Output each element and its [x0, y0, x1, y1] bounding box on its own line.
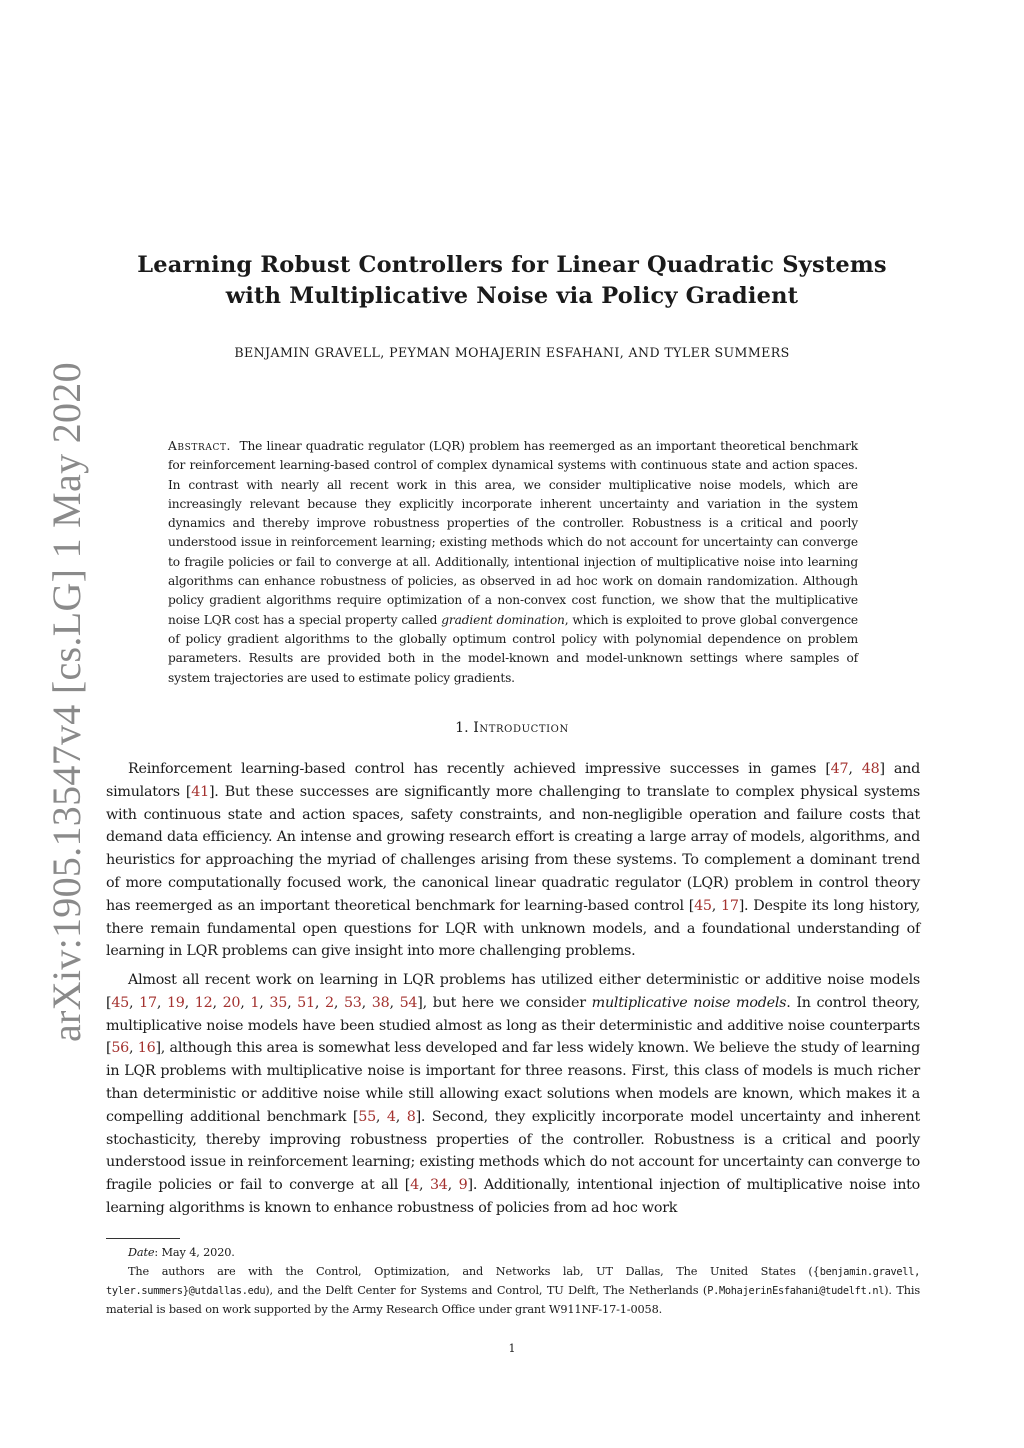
- citation-link[interactable]: 20: [222, 994, 241, 1011]
- para1-text: ,: [848, 761, 862, 777]
- para1-text: ]. But these successes are significantly more challenging to translate to complex physical systems with continuous state and action spaces, safety constraints, and non-negligible operation and failure costs that demand data efficiency. An intense and growing research effort is creating a large array of models, algorithms, and heuristics for approaching the myriad of challenges arising from these systems. To complement a dominant trend of more computationally focused work, the canonical linear quadratic regulator (LQR) problem in control theory has reemerged as an important theoretical benchmark for learning-based control [: [106, 783, 920, 914]
- section-number: 1.: [455, 720, 469, 736]
- citation-link[interactable]: 12: [194, 994, 213, 1011]
- citation-link[interactable]: 55: [358, 1108, 376, 1125]
- citation-link[interactable]: 45: [111, 994, 130, 1011]
- paper-title-line-2: with Multiplicative Noise via Policy Gradient: [225, 283, 799, 309]
- para2-text: Almost all recent work on learning in LQR problems has utilized either deterministic or additive noise models [: [106, 972, 920, 1011]
- citation-link[interactable]: 17: [139, 994, 157, 1011]
- citation-link[interactable]: 4: [386, 1108, 396, 1125]
- citation-link[interactable]: 17: [721, 897, 739, 914]
- para2-text: ]. Second, they explicitly incorporate model uncertainty and inherent stochasticity, thereby improving robustness properties of the controller. Robustness is a critical and poorly understood issue in reinforcement learning; existing methods which do not account for uncertainty can converge to fragile policies or fail to converge at all [: [106, 1108, 921, 1194]
- citation-link[interactable]: 48: [861, 761, 880, 777]
- affiliation-text: ). This material is based on work supported by the Army Research Office under grant W911NF-17-1-0058.: [106, 1283, 920, 1316]
- abstract-label: Abstract.: [168, 439, 232, 453]
- citation-list: 45, 17, 19, 12, 20, 1, 35, 51, 2, 53, 38, 54: [111, 994, 418, 1011]
- para2-text: . In control theory, multiplicative noise models have been studied almost as long as their deterministic and additive noise counterparts [: [106, 994, 920, 1057]
- citation-link[interactable]: 35: [269, 994, 288, 1011]
- abstract-text-2: , which is exploited to prove global convergence of policy gradient algorithms to the globally optimum control policy with polynomial dependence on problem parameters. Results are provided both in the model-known and model-unknown settings where samples of system trajectories are used to estimate policy gradients.: [168, 612, 858, 685]
- page-number: 1: [508, 1342, 516, 1355]
- email-address[interactable]: tyler.summers: [106, 1284, 183, 1297]
- citation-link[interactable]: 38: [371, 994, 390, 1011]
- para2-text: ], although this area is somewhat less developed and far less widely known. We believe the study of learning in LQR problems with multiplicative noise is important for three reasons. First, this class of models is much richer than deterministic or additive noise while still allowing exact solutions when models are known, which makes it a compelling additional benchmark [: [106, 1040, 920, 1125]
- para1-text: ,: [711, 897, 722, 914]
- para2-text: ]. Additionally, intentional injection of multiplicative noise into learning algorithms is known to enhance robustness of policies from ad hoc work: [106, 1177, 921, 1216]
- citation-link[interactable]: 16: [137, 1040, 156, 1057]
- abstract-emphasis: gradient domination: [441, 612, 565, 627]
- footnote-affiliation: [106, 1263, 920, 1320]
- footnotes: [106, 1244, 920, 1320]
- abstract: [168, 437, 858, 688]
- citation-link[interactable]: 53: [343, 994, 362, 1011]
- abstract-text-1: The linear quadratic regulator (LQR) problem has reemerged as an important theoretical benchmark for reinforcement learning-based control of complex dynamical systems with continuous state and action spaces. In contrast with nearly all recent work in this area, we consider multiplicative noise models, which are increasingly relevant because they explicitly incorporate inherent uncertainty and variation in the system dynamics and thereby improve robustness properties of the controller. Robustness is a critical and poorly understood issue in reinforcement learning; existing methods which do not account for uncertainty can converge to fragile policies or fail to converge at all. Additionally, intentional injection of multiplicative noise into learning algorithms can enhance robustness of policies, as observed in ad hoc work on domain randomization. Although policy gradient algorithms require optimization of a non-convex cost function, we show that the multiplicative noise LQR cost has a special property called: [168, 439, 858, 627]
- citation-link[interactable]: 51: [297, 994, 315, 1011]
- intro-paragraph-1: [106, 758, 920, 963]
- citation-link[interactable]: 8: [406, 1108, 416, 1125]
- citation-link[interactable]: 54: [399, 994, 418, 1011]
- citation-link[interactable]: 2: [324, 994, 334, 1011]
- paper-title-line-1: Learning Robust Controllers for Linear Quadratic Systems: [137, 252, 887, 278]
- para1-text: Reinforcement learning-based control has recently achieved impressive successes in games [: [128, 761, 831, 777]
- date-value: : May 4, 2020.: [154, 1246, 235, 1259]
- affiliation-text: ), and the Delft Center for Systems and Control, TU Delft, The Netherlands (: [265, 1283, 708, 1297]
- para1-text: ]. Despite its long history, there remain fundamental open questions for LQR with unknown models, and a foundational understanding of learning in LQR problems can give insight into more challenging problems.: [106, 897, 920, 960]
- email-separator: ,: [914, 1265, 920, 1278]
- date-label: Date: [128, 1246, 155, 1259]
- citation-link[interactable]: 9: [458, 1177, 468, 1194]
- author-list: BENJAMIN GRAVELL, PEYMAN MOHAJERIN ESFAHANI, AND TYLER SUMMERS: [234, 345, 790, 360]
- emphasis-text: multiplicative noise models: [591, 994, 787, 1011]
- para2-text: ], but here we consider: [417, 994, 592, 1011]
- citation-link[interactable]: 56: [111, 1040, 130, 1057]
- footnote-divider: [106, 1238, 180, 1239]
- citation-link[interactable]: 1: [250, 994, 260, 1011]
- citation-link[interactable]: 19: [166, 994, 185, 1011]
- section-heading: [0, 720, 1024, 736]
- arxiv-stamp: arXiv:1905.13547v4 [cs.LG] 1 May 2020: [44, 362, 89, 1042]
- intro-paragraph-2: Almost all recent work on learning in LQR problems has utilized either deterministic or additive noise models [45, 17, 19, 12, 20, 1, 35, 51, 2, 53, 38, 54], but here we consider multiplicative noise models. In control theory, multiplicative noise models have been studied almost as long as their deterministic and additive noise counterparts [56, 16], although this area is somewhat less developed and far less widely known. We believe the study of learning in LQR problems with multiplicative noise is important for three reasons. First, this class of models is much richer than deterministic or additive noise while still allowing exact solutions when models are known, which makes it a compelling additional benchmark [55, 4, 8]. Second, they explicitly incorporate model uncertainty and inherent stochasticity, thereby improving robustness properties of the controller. Robustness is a critical and poorly understood issue in reinforcement learning; existing methods which do not account for uncertainty can converge to fragile policies or fail to converge at all [4, 34, 9]. Additionally, intentional injection of multiplicative noise into learning algorithms is known to enhance robustness of policies from ad hoc work: [106, 972, 921, 1216]
- citation-link[interactable]: 45: [694, 897, 712, 914]
- email-address[interactable]: P.MohajerinEsfahani@tudelft.nl: [707, 1284, 885, 1297]
- email-domain[interactable]: }@utdallas.edu: [182, 1284, 266, 1297]
- citation-link[interactable]: 41: [191, 783, 209, 800]
- citation-link[interactable]: 4: [410, 1177, 419, 1194]
- email-address[interactable]: benjamin.gravell: [819, 1265, 915, 1278]
- citation-link[interactable]: 34: [429, 1177, 448, 1194]
- affiliation-text: The authors are with the Control, Optimization, and Networks lab, UT Dallas, The United States ({: [128, 1264, 820, 1278]
- para1-text: ] and simulators [: [106, 761, 920, 800]
- citation-link[interactable]: 47: [830, 761, 849, 777]
- section-title: Introduction: [473, 720, 569, 736]
- footnote-date: [106, 1244, 920, 1263]
